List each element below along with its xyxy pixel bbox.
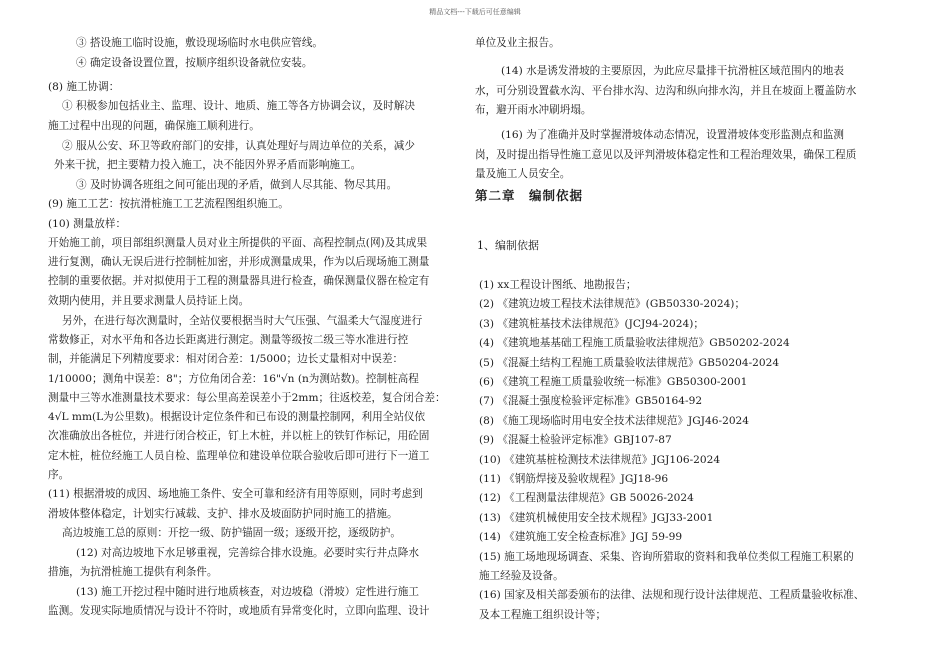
text-line: (13) 施工开挖过程中随时进行地质核查，对边坡稳（滑坡）定性进行施工 [76, 586, 419, 598]
text-line: 次准确放出各桩位，并进行闭合校正，钉上木桩，并以桩上的铁钉作标记，用砼固 [48, 430, 430, 442]
text-line: (6) 《建筑工程施工质量验收统一标准》GB50300-2001 [479, 376, 748, 388]
text-line: 制，并能满足下列精度要求：相对闭合差：1/5000；边长丈量相对中误差： [48, 353, 404, 365]
text-line: (14) 水是诱发滑坡的主要原因，为此应尽量排干抗滑桩区域范围内的地表 [501, 65, 844, 77]
text-line: (12) 对高边坡地下水足够重视，完善综合排水设施。必要时实行井点降水 [76, 547, 419, 559]
text-line: 4√L mm(L为公里数)。根据设计定位条件和已布设的测量控制网，利用全站仪依 [48, 411, 426, 423]
text-line: (15) 施工场地现场调查、采集、咨询所猎取的资料和我单位类似工程施工积累的 [479, 551, 854, 563]
text-line: ② 服从公安、环卫等政府部门的安排，认真处理好与周边单位的关系，减少 [62, 140, 415, 152]
text-line: 另外，在进行每次测量时，全站仪要根据当时大气压强、气温柔大气湿度进行 [62, 315, 423, 327]
text-line: (12) 《工程测量法律规范》GB 50026-2024 [479, 492, 694, 504]
text-line: (11) 根据滑坡的成因、场地施工条件、安全可靠和经济有用等原则，同时考虑到 [48, 488, 423, 500]
text-line: 单位及业主报告。 [475, 37, 560, 49]
text-line: 施工经验及设备。 [479, 570, 564, 582]
text-line: 及本工程施工组织设计等； [479, 609, 607, 621]
text-line: 进行复测，确认无误后进行控制桩加密，并形成测量成果，作为以后现场施工测量 [48, 256, 430, 268]
text-line: ④ 确定设备设置位置，按顺序组织设备就位安装。 [76, 57, 313, 69]
text-line: 序。 [48, 469, 70, 481]
text-line: 布，避开雨水冲刷坍塌。 [475, 104, 592, 116]
text-line: (8) 《施工现场临时用电安全技术法律规范》JGJ46-2024 [479, 415, 750, 427]
chapter-title: 第二章 编制依据 [475, 188, 584, 203]
text-line: (9) 施工工艺：按抗滑桩施工工艺流程图组织施工。 [48, 198, 289, 210]
text-line: ① 积极参加包括业主、监理、设计、地质、施工等各方协调会议，及时解决 [62, 100, 415, 112]
text-line: (10) 测量放样： [48, 218, 127, 230]
text-line: 岗，及时提出指导性施工意见以及评判滑坡体稳定性和工程治理效果，确保工程质 [475, 149, 857, 161]
text-line: 1/10000；测角中误差：8"；方位角闭合差：16"√n (n为测站数)。控制桩高程 [48, 373, 419, 385]
text-line: 措施，为抗滑桩施工提供有利条件。 [48, 566, 218, 578]
text-line: 控制的重要依据。并对拟使用于工程的测量器具进行检查，确保测量仪器在检定有 [48, 275, 430, 287]
text-line: 测量中三等水准测量技术要求：每公里高差误差小于2mm；往返校差，复合闭合差： [48, 392, 446, 404]
text-line: (14) 《建筑施工安全检查标准》JGJ 59-99 [479, 531, 683, 543]
text-line: (10) 《建筑基桩检测技术法律规范》JGJ106-2024 [479, 454, 721, 466]
text-line: (16) 为了准确并及时掌握滑坡体动态情况，设置滑坡体变形监测点和监测 [501, 129, 844, 141]
text-line: (4) 《建筑地基基础工程施工质量验收法律规范》GB50202-2024 [479, 337, 790, 349]
text-line: (9) 《混凝土检验评定标准》GBJ107-87 [479, 434, 672, 446]
text-line: (7) 《混凝土强度检验评定标准》GB50164-92 [479, 395, 703, 407]
text-line: 滑坡体整体稳定，计划实行减载、支护、排水及坡面防护同时施工的措施。 [48, 508, 398, 520]
text-line: (5) 《混凝土结构工程施工质量验收法律规范》GB50204-2024 [479, 357, 780, 369]
text-line: 定木桩，桩位经施工人员自检、监理单位和建设单位联合验收后即可进行下一道工 [48, 450, 430, 462]
page-header-note: 精品文档---下载后可任意编辑 [429, 8, 521, 16]
text-line: 外来干扰，把主要精力投入施工，决不能因外界矛盾而影响施工。 [54, 159, 362, 171]
text-line: 水，可分别设置截水沟、平台排水沟、边沟和纵向排水沟，并且在坡面上覆盖防水 [475, 85, 857, 97]
text-line: 监测。发现实际地质情况与设计不符时，或地质有异常变化时，立即向监理、设计 [48, 605, 430, 617]
text-line: 量及施工人员安全。 [475, 168, 571, 180]
text-line: (8) 施工协调： [48, 81, 120, 93]
text-line: 高边坡施工总的原则：开挖一级、防护锚固一级；逐级开挖，逐级防护。 [62, 527, 401, 539]
text-line: (16) 国家及相关部委颁布的法律、法规和现行设计法律规范、工程质量验收标准、 [479, 589, 865, 601]
text-line: ③ 及时协调各班组之间可能出现的矛盾，做到人尽其能、物尽其用。 [76, 179, 398, 191]
text-line: (13) 《建筑机械使用安全技术规程》JGJ33-2001 [479, 512, 714, 524]
text-line: 施工过程中出现的问题，确保施工顺利进行。 [48, 120, 260, 132]
text-line: (11) 《钢筋焊接及验收规程》JGJ18-96 [479, 473, 669, 485]
text-line: ③ 搭设施工临时设施，敷设现场临时水电供应管线。 [76, 37, 324, 49]
text-line: (3) 《建筑桩基技术法律规范》(JCJ94-2024)； [479, 318, 704, 330]
section-title: 1、编制依据 [477, 239, 539, 252]
text-line: 开始施工前，项目部组织测量人员对业主所提供的平面、高程控制点(网)及其成果 [48, 237, 428, 249]
text-line: 常数修正，对水平角和各边长距离进行测定。测量等级按二级三等水准进行控 [48, 334, 409, 346]
text-line: (2) 《建筑边坡工程技术法律规范》(GB50330-2024)； [479, 298, 746, 310]
text-line: 效期内使用，并且要求测量人员持证上岗。 [48, 295, 250, 307]
text-line: (1) xx工程设计图纸、地勘报告； [479, 279, 637, 291]
